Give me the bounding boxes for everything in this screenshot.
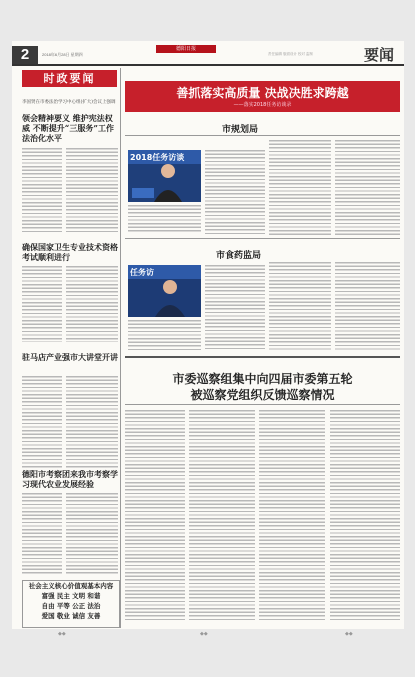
article-text (66, 148, 118, 234)
article-text (66, 376, 118, 468)
photo-caption (128, 205, 201, 233)
article-text (125, 410, 185, 620)
article-text (205, 150, 265, 235)
article-text (22, 148, 62, 234)
section-heading: 市食药监局 (216, 251, 262, 261)
article-text (330, 410, 400, 620)
ornament: ◆◆ (200, 631, 208, 637)
main-headline: 被巡察党组织反馈巡察情况 (190, 388, 335, 402)
article-text (66, 493, 118, 575)
article-text (269, 262, 331, 350)
story-headline: 德阳市考察团来我市考察学习现代农业发展经验 (22, 469, 118, 489)
divider (125, 238, 400, 239)
values-line: 富强 民主 文明 和谐 (41, 592, 101, 600)
article-text (259, 410, 325, 620)
interview-photo (128, 150, 201, 202)
article-text (22, 493, 62, 575)
ornament: ◆◆ (58, 631, 66, 637)
article-text (335, 140, 400, 235)
divider (125, 135, 400, 136)
article-text (189, 410, 255, 620)
divider (125, 356, 400, 358)
ornament: ◆◆ (345, 631, 353, 637)
header-rule (12, 64, 404, 66)
masthead-logo: 德阳日报 (156, 45, 216, 53)
editor-credits: 责任编辑 版面设计 校对 监制 (268, 52, 313, 56)
column-divider (120, 68, 121, 628)
banner-title: 善抓落实高质量 决战决胜求跨越 (176, 86, 349, 100)
banner-subtitle: ——落实2018任务访谈录 (233, 102, 292, 108)
story-headline: 确保国家卫生专业技术资格考试顺利进行 (22, 242, 118, 262)
main-headline: 市委巡察组集中向四届市委第五轮 (172, 372, 353, 386)
page-header (12, 40, 404, 64)
article-text (22, 266, 62, 342)
article-text (335, 262, 400, 350)
photo-text: 任务访 (130, 268, 154, 277)
values-box (22, 580, 120, 628)
article-text (22, 376, 62, 468)
photo-caption (128, 320, 201, 350)
section-heading: 市规划局 (222, 125, 259, 135)
story-headline: 领会精神要义 维护宪法权威 不断提升“三服务”工作法治化水平 (22, 113, 114, 143)
news-box-title: 时政要闻 (22, 70, 117, 87)
article-text (269, 140, 331, 235)
feature-banner (125, 81, 400, 112)
article-text (66, 266, 118, 342)
values-line: 爱国 敬业 诚信 友善 (41, 612, 101, 620)
article-text (205, 265, 265, 350)
divider (125, 404, 400, 405)
date-line: 2018年6月28日 星期四 (42, 52, 83, 57)
story-headline: 驻马店产业强市大讲堂开讲 (22, 352, 118, 362)
photo-text: 2018任务访谈 (130, 153, 185, 162)
section-title: 要闻 (363, 46, 394, 64)
interview-photo (128, 265, 201, 317)
values-line: 自由 平等 公正 法治 (41, 602, 101, 610)
story-kicker: 李国贤在市委法治学习中心组(扩大)会议上强调 (22, 100, 116, 105)
page-number: 2 (12, 46, 38, 64)
values-title: 社会主义核心价值观基本内容 (28, 582, 114, 590)
